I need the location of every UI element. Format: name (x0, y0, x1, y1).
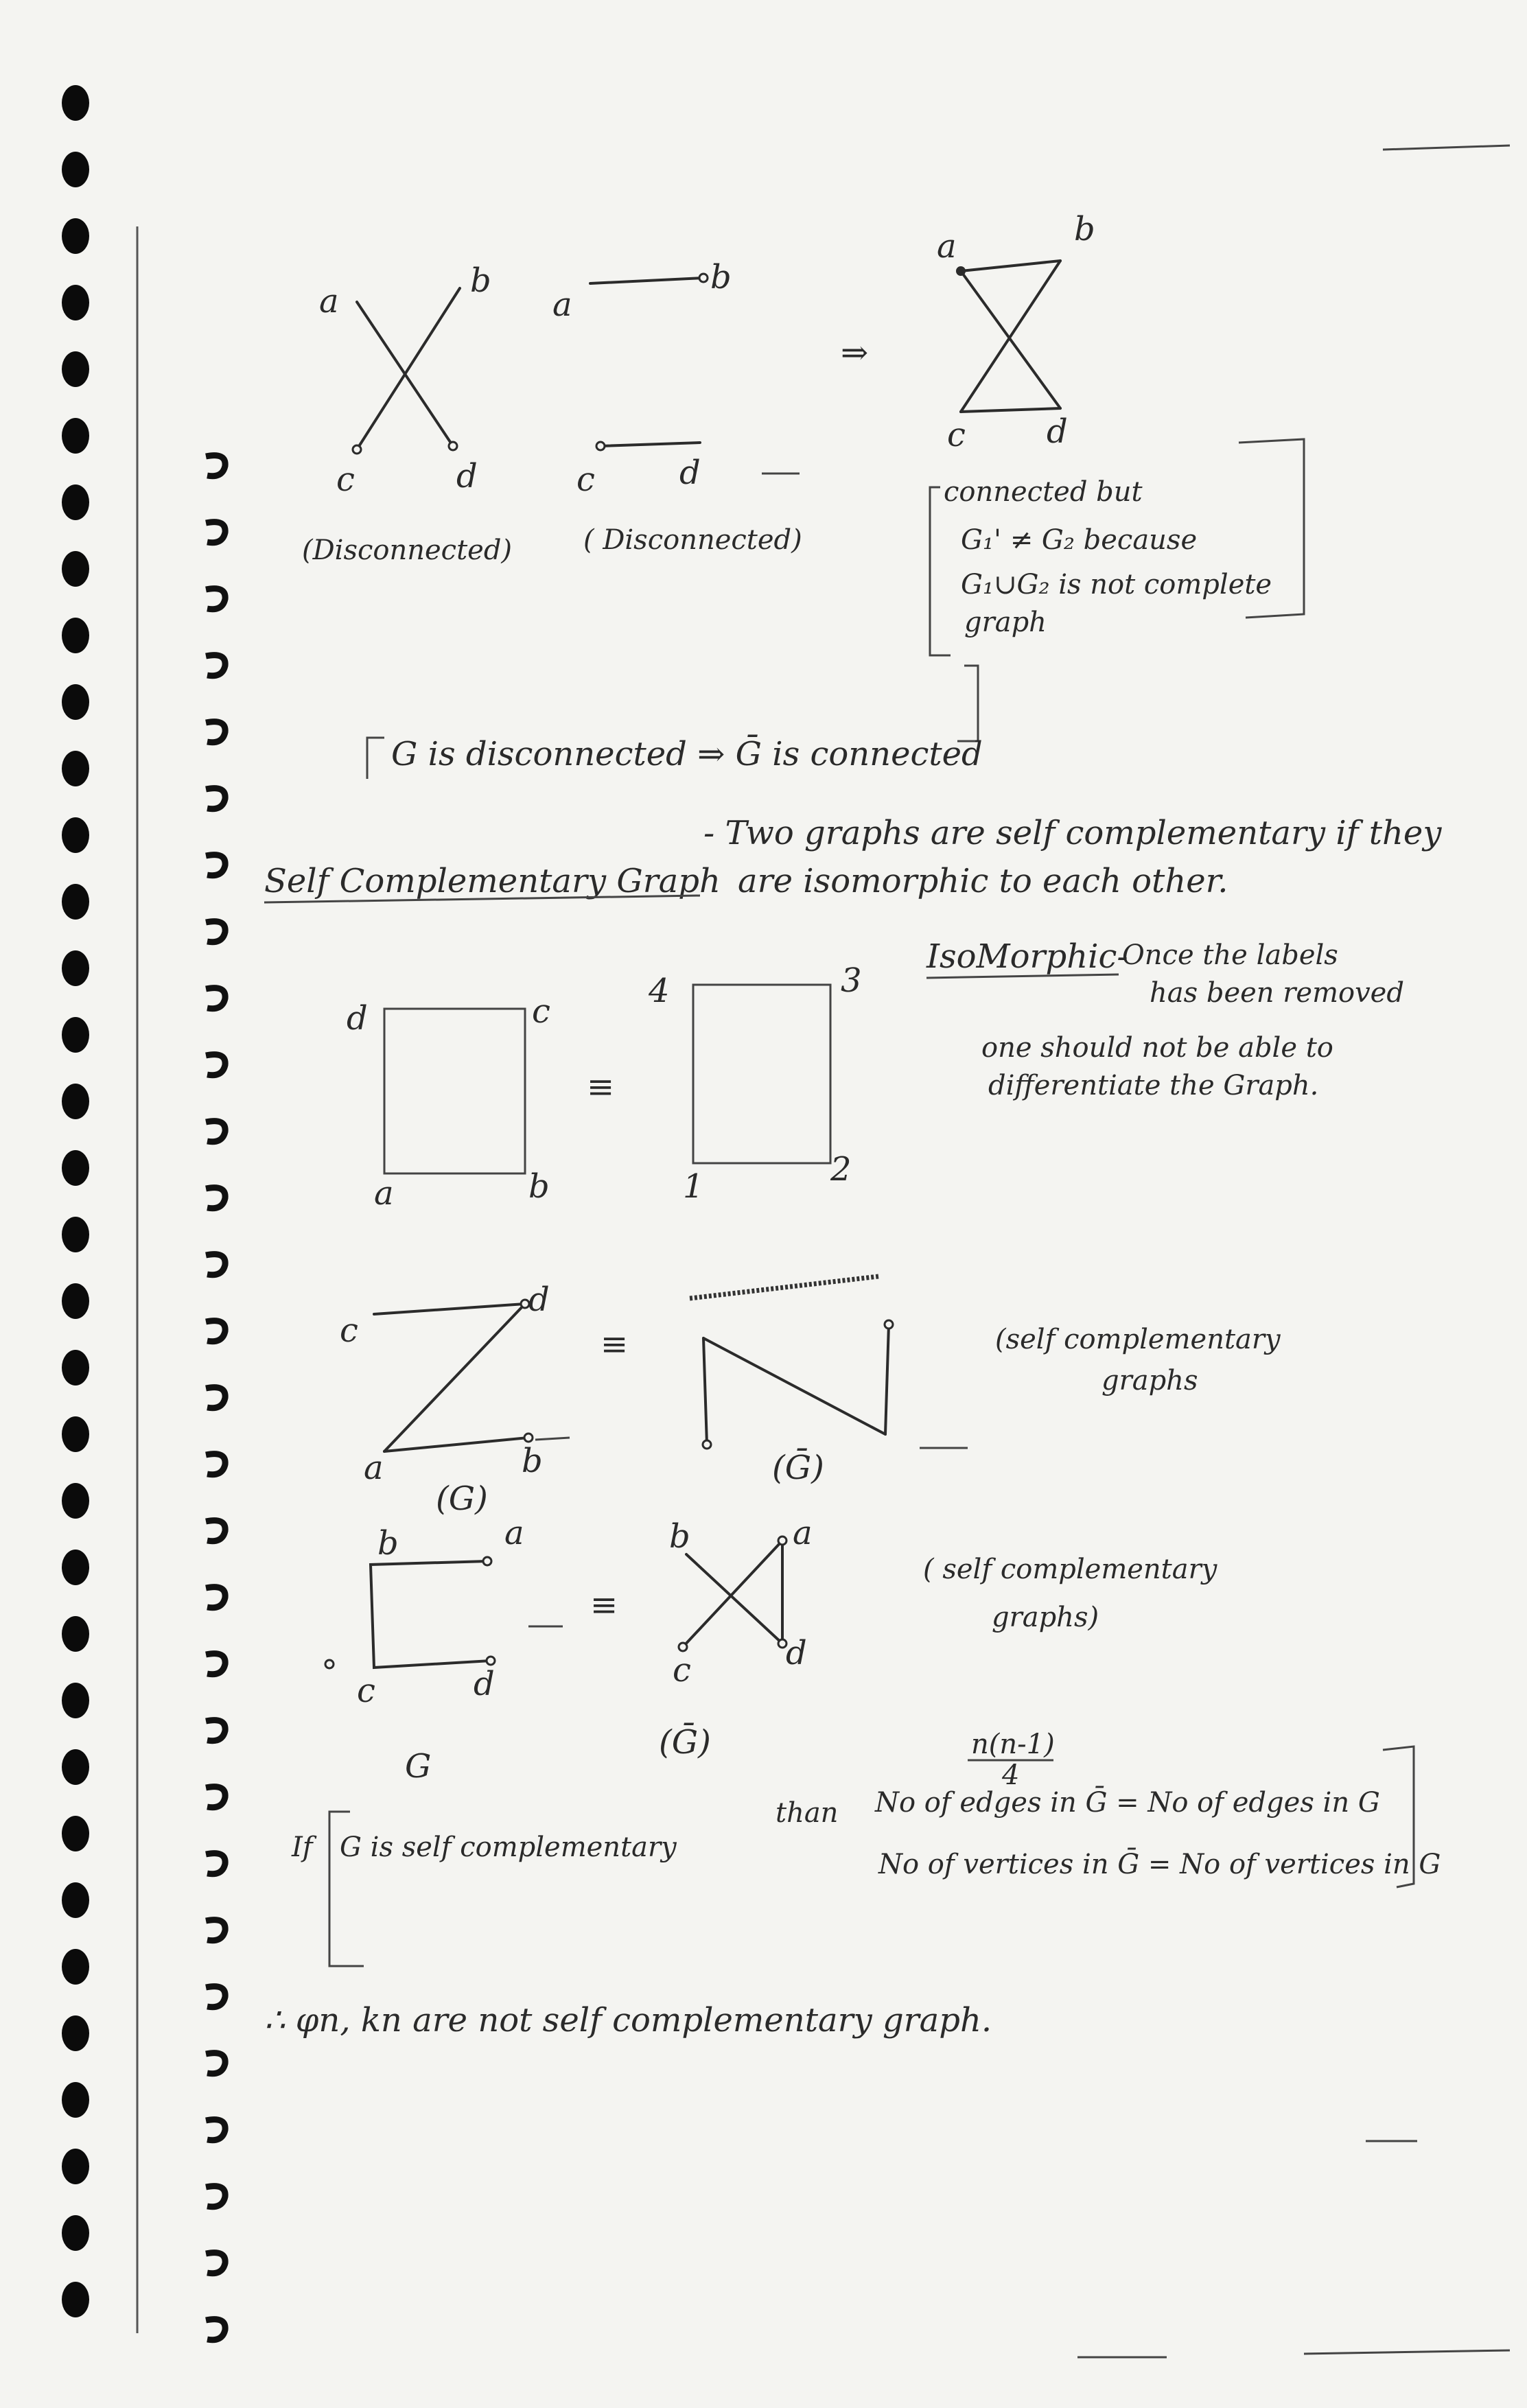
spiral-ring (206, 1521, 225, 1541)
label-b: b (710, 258, 732, 296)
label-d: d (347, 999, 368, 1038)
vertex-a (956, 266, 966, 276)
note-line-3: G₁∪G₂ is not complete (961, 569, 1272, 600)
spiral-ring (206, 2319, 225, 2340)
label-d: d (786, 1634, 807, 1672)
equiv-symbol: ≡ (601, 1325, 629, 1364)
label-b: b (528, 1167, 550, 1206)
formula-condition: G is self complementary (340, 1832, 677, 1863)
spiral-ring (206, 456, 225, 476)
binding-hole (62, 1483, 89, 1519)
vertex-c (353, 445, 361, 454)
definition-term: Self Complementary Graph (264, 862, 721, 900)
label-c: c (357, 1672, 375, 1710)
spiral-ring (206, 1787, 225, 1808)
spiral-ring (206, 722, 225, 743)
spiral-ring (206, 855, 225, 876)
conclusion-text: ∴ φn, kn are not self complementary graph. (264, 2001, 992, 2039)
spiral-ring (206, 1388, 225, 1408)
iso-note-4: differentiate the Graph. (988, 1070, 1319, 1101)
caption-G-bar: (Ḡ) (772, 1449, 824, 1487)
formula-fraction-den: 4 (1002, 1760, 1020, 1791)
binding-hole (62, 2082, 89, 2118)
binding-hole (62, 1017, 89, 1053)
iso-note-1: Once the labels (1122, 939, 1338, 971)
binding-hole (62, 85, 89, 121)
binding-hole (62, 950, 89, 986)
rule-statement (367, 666, 983, 779)
spiral-ring (206, 1587, 225, 1608)
binding-hole (62, 551, 89, 587)
binding-hole (62, 1150, 89, 1186)
self-complementary-example-2 (325, 1514, 1218, 1786)
label-c: c (336, 460, 355, 499)
label-b: b (470, 261, 491, 300)
label-c: c (532, 992, 550, 1031)
implies-arrow: ⇒ (841, 334, 869, 372)
spiral-ring (206, 2053, 225, 2074)
spiral-ring (206, 922, 225, 942)
vertex-b (699, 274, 708, 282)
spiral-ring (206, 2253, 225, 2273)
spiral-ring (206, 1188, 225, 1208)
label-1: 1 (683, 1167, 704, 1206)
binding-hole (62, 1949, 89, 1985)
binding-hole (62, 1882, 89, 1918)
binding-hole (62, 1416, 89, 1452)
binding-hole (62, 218, 89, 254)
spiral-ring (206, 1987, 225, 2007)
label-d: d (1047, 412, 1068, 451)
caption-disconnected-2: ( Disconnected) (583, 524, 802, 556)
label-d: d (679, 454, 701, 492)
binding-hole (62, 351, 89, 387)
spiral-ring (206, 2186, 225, 2207)
self-complementary-example-1 (340, 1276, 1281, 1518)
binding-hole (62, 1217, 89, 1252)
binding-hole (62, 1816, 89, 1851)
binding-hole (62, 2215, 89, 2251)
spiral-ring (206, 655, 225, 676)
binding-hole (62, 1283, 89, 1319)
label-a: a (793, 1514, 813, 1552)
binding-hole (62, 2149, 89, 2184)
spiral-ring (206, 788, 225, 809)
square-graph-1234 (693, 985, 830, 1163)
equiv-symbol: ≡ (590, 1586, 618, 1624)
label-d: d (528, 1281, 550, 1319)
graph-disconnected-2 (552, 258, 802, 556)
iso-note-3: one should not be able to (981, 1032, 1333, 1064)
edge-a-b (590, 278, 703, 283)
binding-hole (62, 1749, 89, 1785)
binding-hole (62, 2015, 89, 2051)
formula-fraction-num: n(n-1) (971, 1729, 1055, 1760)
label-4: 4 (649, 972, 670, 1010)
formula-line-1: No of edges in Ḡ = No of edges in G (875, 1787, 1380, 1819)
equiv-symbol: ≡ (587, 1068, 615, 1106)
note-line-2: G₁' ≠ G₂ because (961, 524, 1198, 556)
binding-hole (62, 751, 89, 786)
label-d: d (474, 1665, 495, 1703)
isomorphic-example (347, 937, 1404, 1213)
binding-hole (62, 2282, 89, 2317)
spiral-ring (206, 1920, 225, 1941)
label-c: c (673, 1651, 691, 1690)
edge-a-b (961, 261, 1060, 271)
binding-hole (62, 285, 89, 320)
formula-line-2: No of vertices in Ḡ = No of vertices in G (878, 1849, 1441, 1880)
label-a: a (319, 282, 339, 320)
formula-if: If (292, 1832, 313, 1863)
ex2-note-1: ( self complementary (923, 1554, 1217, 1585)
label-a: a (364, 1449, 384, 1487)
spiral-ring (206, 2120, 225, 2140)
edge-c-d (961, 408, 1060, 412)
binding-hole (62, 1616, 89, 1652)
binding-hole (62, 418, 89, 454)
spiral-ring (206, 1854, 225, 1874)
label-a: a (937, 227, 957, 266)
ex2-note-2: graphs) (992, 1602, 1099, 1633)
ex1-note-1: (self complementary (995, 1324, 1281, 1355)
ex1-note-2: graphs (1101, 1365, 1198, 1396)
binding-hole (62, 817, 89, 853)
spiral-ring (206, 1121, 225, 1142)
spiral-ring (206, 1055, 225, 1075)
iso-note-2: has been removed (1150, 977, 1404, 1009)
binding-hole (62, 1683, 89, 1718)
label-a: a (552, 285, 572, 324)
definition-text-1: - Two graphs are self complementary if they (703, 814, 1442, 852)
label-b: b (1074, 210, 1095, 248)
definition-text-2: are isomorphic to each other. (738, 862, 1228, 900)
vertex-c (596, 442, 605, 450)
caption-G: G (405, 1747, 432, 1786)
label-3: 3 (841, 961, 862, 1000)
graph-disconnected-1 (302, 261, 512, 566)
spiral-ring (206, 1254, 225, 1275)
label-c: c (340, 1311, 358, 1350)
iso-term: IsoMorphic- (926, 937, 1128, 976)
label-b: b (669, 1517, 690, 1556)
binding-hole (62, 1550, 89, 1585)
binding-hole (62, 1350, 89, 1386)
binding-hole (62, 152, 89, 187)
label-a: a (504, 1514, 524, 1552)
caption-disconnected-1: (Disconnected) (302, 535, 513, 566)
definition (264, 814, 1442, 902)
spiral-ring (206, 522, 225, 543)
vertex-d (449, 442, 457, 450)
binding-hole (62, 1084, 89, 1119)
label-b: b (522, 1442, 543, 1480)
square-graph-abcd (384, 1009, 525, 1173)
spiral-ring (206, 988, 225, 1009)
spiral-ring (206, 1720, 225, 1741)
spiral-ring (206, 1454, 225, 1475)
binding-hole (62, 884, 89, 920)
binding-hole (62, 618, 89, 653)
edge-b-c (357, 288, 460, 449)
graph-connected (937, 210, 1095, 454)
spiral-binding (62, 85, 225, 2340)
connected-note (930, 439, 1304, 655)
rule-text: G is disconnected ⇒ Ḡ is connected (391, 735, 983, 773)
edge-c-d (601, 443, 700, 446)
spiral-ring (206, 1654, 225, 1674)
formula-block (291, 1729, 1441, 1966)
spiral-ring (206, 589, 225, 609)
label-b: b (377, 1524, 399, 1563)
note-line-1: connected but (944, 476, 1143, 508)
binding-hole (62, 484, 89, 520)
label-d: d (456, 457, 478, 495)
label-c: c (576, 460, 595, 499)
label-c: c (947, 416, 966, 454)
label-2: 2 (830, 1150, 852, 1189)
caption-G-bar: (Ḡ) (659, 1723, 711, 1762)
formula-than: than (776, 1797, 839, 1829)
label-a: a (374, 1174, 394, 1213)
spiral-ring (206, 1321, 225, 1342)
binding-hole (62, 684, 89, 720)
note-line-4: graph (964, 607, 1047, 638)
caption-G: (G) (436, 1480, 488, 1518)
